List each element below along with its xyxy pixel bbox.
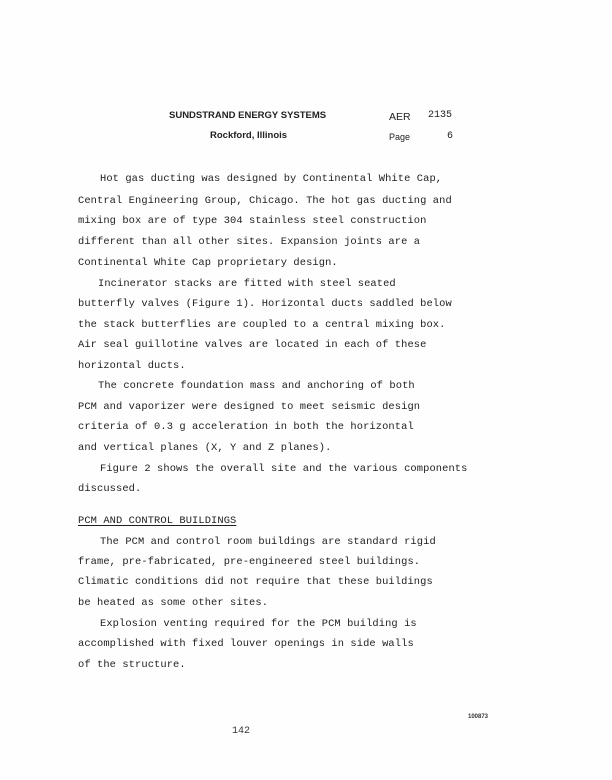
body-line: Continental White Cap proprietary design. (78, 257, 338, 269)
body-line: mixing box are of type 304 stainless steel construction (78, 215, 427, 227)
body-line: the stack butterflies are coupled to a central mixing box. (78, 319, 446, 331)
body-line: different than all other sites. Expansion joints are a (78, 236, 421, 248)
body-line: The concrete foundation mass and anchoring of both (98, 380, 415, 392)
body-line: horizontal ducts. (78, 360, 186, 372)
body-line: Incinerator stacks are fitted with steel seated (98, 278, 396, 290)
body-line: accomplished with fixed louver openings in side walls (78, 638, 414, 650)
section-heading: PCM AND CONTROL BUILDINGS (78, 515, 237, 527)
body-line: The PCM and control room buildings are standard rigid (100, 536, 436, 548)
body-line: frame, pre-fabricated, pre-engineered steel buildings. (78, 556, 421, 568)
company-location: Rockford, Illinois (210, 130, 288, 141)
body-line: criteria of 0.3 g acceleration in both the horizontal (78, 421, 414, 433)
body-line: butterfly valves (Figure 1). Horizontal ducts saddled below (78, 298, 452, 310)
body-line: Figure 2 shows the overall site and the various components (100, 463, 468, 475)
body-line: Hot gas ducting was designed by Continental White Cap, (100, 173, 443, 185)
body-line: Air seal guillotine valves are located in each of these (78, 339, 427, 351)
body-line: PCM and vaporizer were designed to meet seismic design (78, 401, 421, 413)
doc-label: AER (389, 111, 411, 123)
body-line: Explosion venting required for the PCM building is (100, 618, 417, 630)
body-line: discussed. (78, 483, 142, 495)
page-label: Page (389, 132, 411, 142)
page-number: 6 (447, 131, 454, 142)
doc-number: 2135 (428, 110, 453, 121)
body-line: be heated as some other sites. (78, 597, 269, 609)
body-line: Climatic conditions did not require that these buildings (78, 576, 433, 588)
company-name: SUNDSTRAND ENERGY SYSTEMS (169, 110, 327, 121)
body-line: and vertical planes (X, Y and Z planes). (78, 442, 332, 454)
footer-doc-id: 100873 (468, 714, 489, 720)
footer-page-number: 142 (232, 726, 251, 737)
body-line: of the structure. (78, 659, 186, 671)
body-line: Central Engineering Group, Chicago. The hot gas ducting and (78, 195, 452, 207)
